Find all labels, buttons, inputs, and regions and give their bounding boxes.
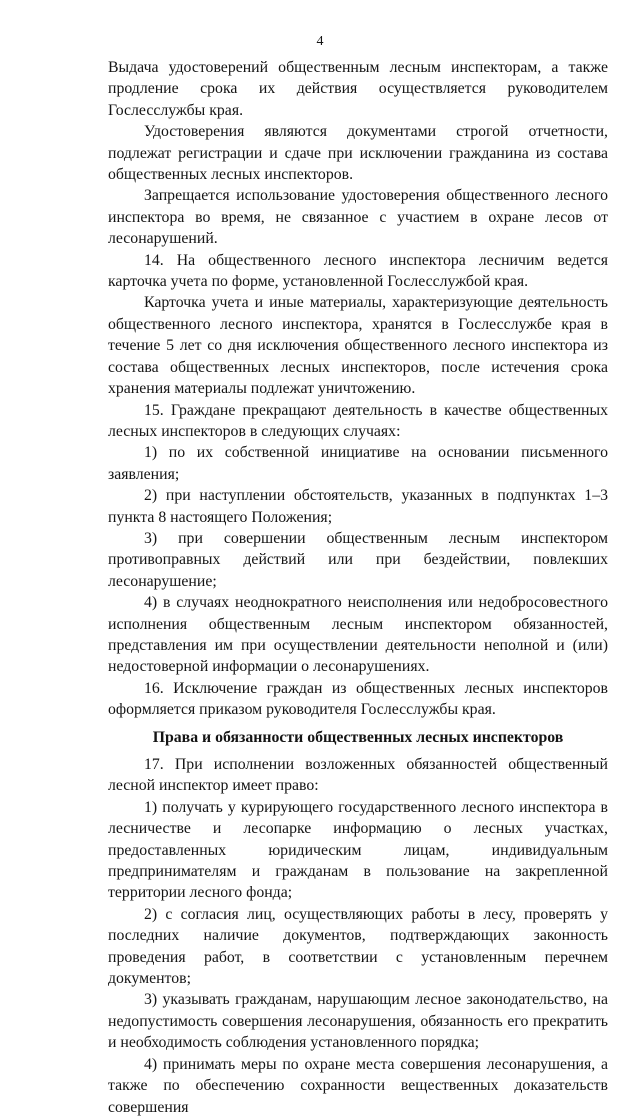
section-heading: Права и обязанности общественных лесных инспекторов xyxy=(152,728,564,746)
paragraph: 14. На общественного лесного инспектора лесничим ведется карточка учета по форме, установленной Гослесслужбой края. xyxy=(108,251,608,291)
paragraph: Выдача удостоверений общественным лесным инспекторам, а также продление срока их действия осуществляется руководителем Гослесслужбы края. xyxy=(108,59,608,119)
paragraph: Запрещается использование удостоверения общественного лесного инспектора во время, не связанное с участием в охране лесов от лесонарушений. xyxy=(108,187,608,248)
paragraph: 17. При исполнении возложенных обязанностей общественный лесной инспектор имеет право: xyxy=(108,756,608,795)
paragraph: 2) с согласия лиц, осуществляющих работы в лесу, проверять у последних наличие документов, подтверждающих законность проведения работ, в соответствии с установленным перечнем документов; xyxy=(108,905,608,988)
paragraphs-after-heading xyxy=(108,754,608,1118)
paragraph: 1) по их собственной инициативе на основании письменного заявления; xyxy=(108,444,608,483)
page-number: 4 xyxy=(316,34,324,49)
paragraph: Карточка учета и иные материалы, характеризующие деятельность общественного лесного инспектора, хранятся в Гослесслужбе края в течение 5 лет со дня исключения общественного лесного инспектора из состава общественных лесных инспекторов, после истечения срока хранения материалы подлежат уничтожению. xyxy=(108,294,608,398)
paragraph: 1) получать у курирующего государственного лесного инспектора в лесничестве и лесопарке информацию о лесных участках, предоставленных юридическим лицам, индивидуальным предпринимателям и гражданам в пользование на закрепленной территории лесного фонда; xyxy=(108,798,608,902)
paragraph: 4) принимать меры по охране места совершения лесонарушения, а также по обеспечению сохранности вещественных доказательств совершения xyxy=(108,1055,608,1116)
paragraph: 15. Граждане прекращают деятельность в качестве общественных лесных инспекторов в следующих случаях: xyxy=(108,401,608,440)
paragraph: 4) в случаях неоднократного неисполнения или недобросовестного исполнения общественным лесным инспектором обязанностей, представления им при осуществлении деятельности неполной и (или) недостоверной информации о лесонарушениях. xyxy=(108,594,608,676)
document-body xyxy=(108,57,608,1118)
paragraph: 16. Исключение граждан из общественных лесных инспекторов оформляется приказом руководителя Гослесслужбы края. xyxy=(108,679,608,719)
paragraph: 2) при наступлении обстоятельств, указанных в подпунктах 1–3 пункта 8 настоящего Положения; xyxy=(108,487,608,526)
paragraph: Удостоверения являются документами строгой отчетности, подлежат регистрации и сдаче при исключении гражданина из состава общественных лесных инспекторов. xyxy=(108,123,608,184)
paragraph: 3) указывать гражданам, нарушающим лесное законодательство, на недопустимость совершения лесонарушения, обязанность его прекратить и необходимость соблюдения установленного порядка; xyxy=(108,991,608,1052)
paragraph: 3) при совершении общественным лесным инспектором противоправных действий или при бездействии, повлекших лесонарушение; xyxy=(108,529,608,590)
paragraphs-before-heading xyxy=(108,57,608,721)
